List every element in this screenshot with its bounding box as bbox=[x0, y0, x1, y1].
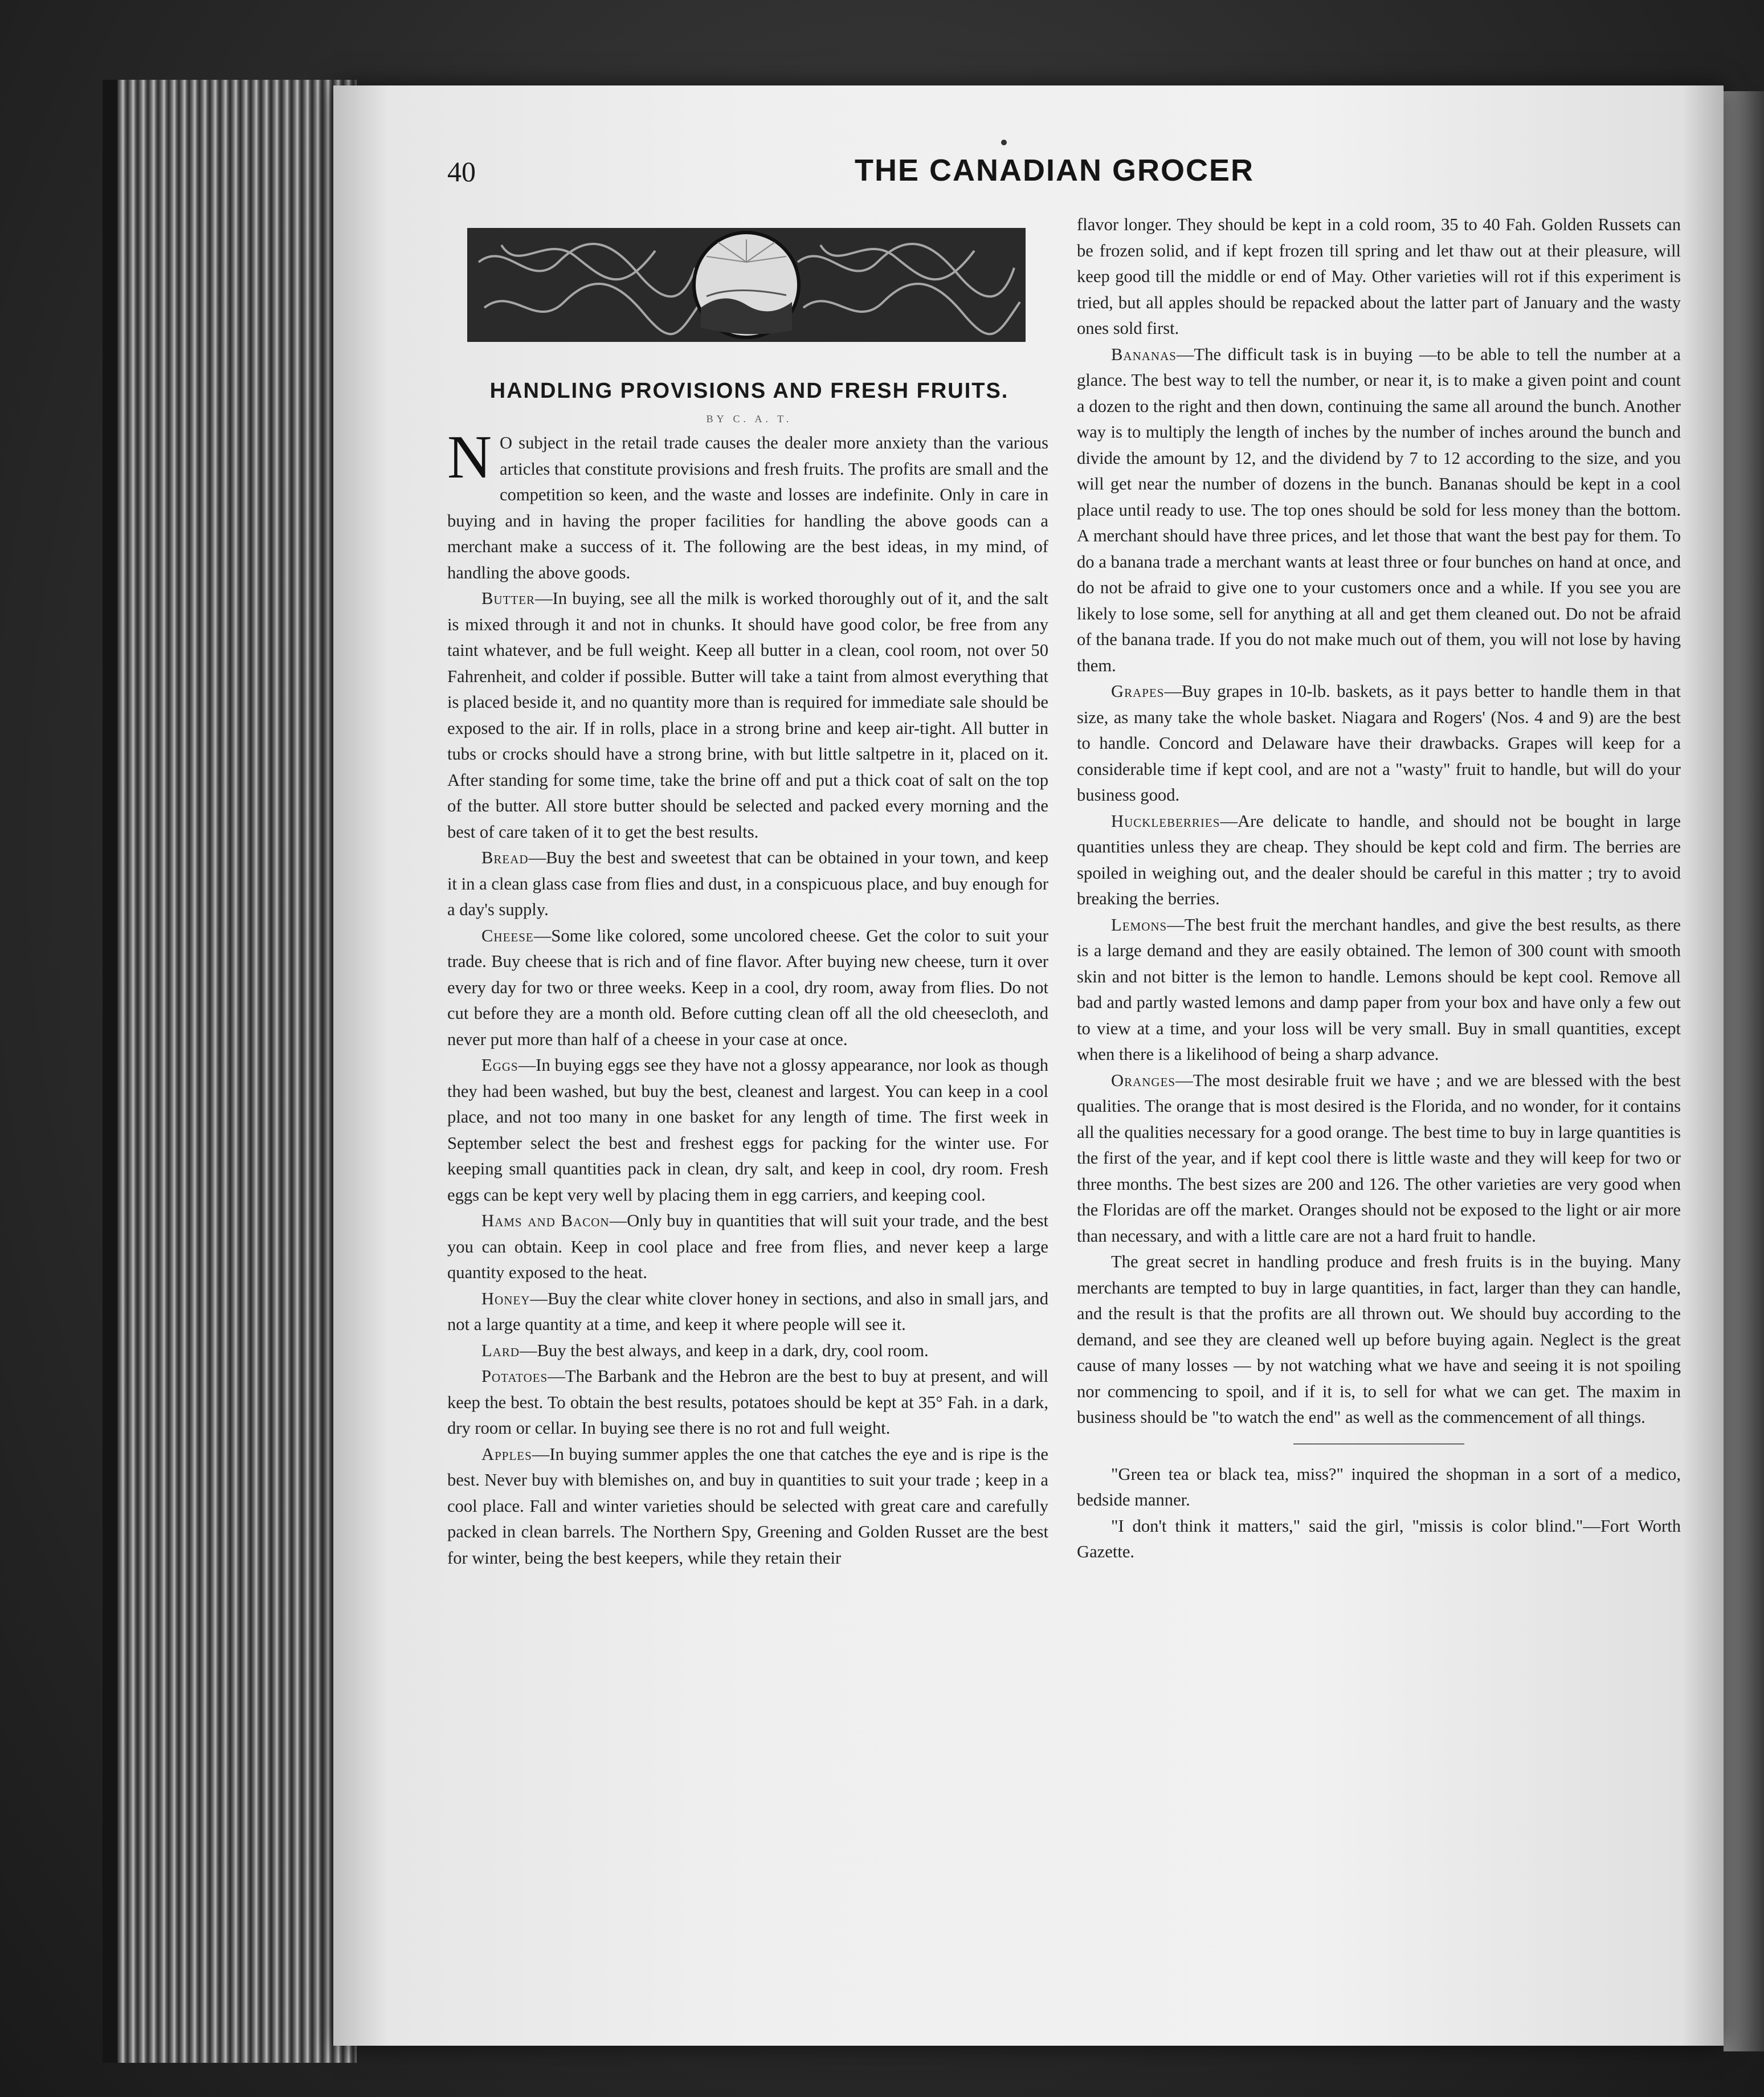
anecdote-paragraph-1: "Green tea or black tea, miss?" inquired the shopman in a sort of a medico, bedside manner. bbox=[1077, 1464, 1681, 1509]
left-section bbox=[447, 923, 1048, 1053]
section-text: —The difficult task is in buying —to be able to tell the number at a glance. The best way to tell the number, or near it, is to make a given point and count a dozen to the right and then down, continuing the same all around the bunch. Another way is to multiply the length of inches by the number of inches around the bunch and divide the amount by 12, and the dividend by 7 to 12 according to the size, and you will get near the number of dozens in the bunch. Bananas should be kept in a cool place until ready to use. The top ones should be sold for less money than the bottom. A merchant should have three prices, and let those that want the best pay for them. To do a banana trade a merchant wants at least three or four bunches on hand at once, and do not be afraid to give one to your customers once and a while. If you see you are likely to lose some, sell for anything at all and get them cleaned out. Do not be afraid of the banana trade. If you do not make much out of them, you will not lose by having them. bbox=[1077, 344, 1681, 675]
article-byline: BY C. A. T. bbox=[706, 413, 793, 425]
section-heading: Honey bbox=[481, 1288, 530, 1308]
article-title: HANDLING PROVISIONS AND FRESH FRUITS. bbox=[489, 379, 1009, 403]
section-text: —Buy the best and sweetest that can be obtained in your town, and keep it in a clean glass case from flies and dust, in a conspicuous place, and buy enough for a day's supply. bbox=[447, 848, 1048, 919]
section-heading: Huckleberries bbox=[1111, 811, 1220, 831]
section-heading: Butter bbox=[481, 589, 536, 608]
intro-paragraph bbox=[447, 423, 1048, 586]
section-divider bbox=[1293, 1443, 1464, 1445]
section-text: —Are delicate to handle, and should not be bought in large quantities unless they are cheap. They should be kept cold and firm. The berries are spoiled in weighing out, and the dealer should be careful in this matter ; try to avoid breaking the berries. bbox=[1077, 811, 1681, 908]
left-section bbox=[447, 1364, 1048, 1442]
section-text: —Only buy in quantities that will suit your trade, and the best you can obtain. Keep in cool place and free from flies, and never keep a large quantity exposed to the heat. bbox=[447, 1211, 1048, 1282]
section-text: —Buy grapes in 10-lb. baskets, as it pays better to handle them in that size, as many take the whole basket. Niagara and Rogers' (Nos. 4 and 9) are the best to handle. Concord and Delaware have their drawbacks. Grapes will keep for a considerable time if kept cool, and are not a "wasty" fruit to handle, but will do your business good. bbox=[1077, 682, 1681, 805]
section-heading: Grapes bbox=[1111, 682, 1165, 701]
left-column bbox=[447, 423, 1048, 1571]
section-heading: Oranges bbox=[1111, 1070, 1176, 1090]
section-heading: Apples bbox=[481, 1444, 532, 1464]
section-heading: Potatoes bbox=[481, 1366, 548, 1386]
right-section bbox=[1077, 342, 1681, 679]
right-section bbox=[1077, 679, 1681, 809]
right-sections bbox=[1077, 342, 1681, 1250]
left-section bbox=[447, 1338, 1048, 1364]
section-text: —Some like colored, some uncolored cheese. Get the color to suit your trade. Buy cheese that is rich and of fine flavor. After buying new cheese, turn it over every day for two or three weeks. Keep in a cool, dry room, away from flies. Do not cut before they are a month old. Before cutting clean off all the old cheesecloth, and never put more than half of a cheese in your case at once. bbox=[447, 925, 1048, 1049]
section-heading: Eggs bbox=[481, 1055, 518, 1075]
masthead: THE CANADIAN GROCER bbox=[855, 153, 1255, 187]
section-heading: Bread bbox=[481, 848, 529, 867]
section-heading: Cheese bbox=[481, 925, 534, 945]
drop-cap: N bbox=[447, 423, 492, 491]
section-text: —The most desirable fruit we have ; and we are blessed with the best qualities. The orange that is most desired is the Florida, and no wonder, for it contains all the qualities necessary for a good orange. The best time to buy in large quantities is the first of the year, and if kept cool there is little waste and they will keep for two or three months. The best sizes are 200 and 126. The other varieties are very good when the Floridas are off the market. Oranges should not be exposed to the light or air more than necessary, and with a little care are not a hard fruit to handle. bbox=[1077, 1070, 1681, 1246]
section-heading: Lard bbox=[481, 1340, 520, 1360]
anecdote-paragraph-2: "I don't think it matters," said the girl, "missis is color blind."—Fort Worth Gazette. bbox=[1077, 1516, 1681, 1561]
section-text: —In buying, see all the milk is worked thoroughly out of it, and the salt is mixed through it and not in chunks. It should have good color, be free from any taint whatever, and be full weight. Keep all butter in a clean, cool room, not over 50 Fahrenheit, and colder if possible. Butter will take a taint from almost everything that is placed beside it, and no quantity more than is required for immediate sale should be exposed to the air. If in rolls, place in a strong brine and keep air-tight. All butter in tubs or crocks should have a strong brine, with but little saltpetre in it, placed on it. After standing for some time, take the brine off and put a thick coat of salt on the top of the butter. All store butter should be selected and packed every morning and the best of care taken of it to get the best results. bbox=[447, 589, 1048, 842]
left-section bbox=[447, 1286, 1048, 1338]
right-section bbox=[1077, 1068, 1681, 1250]
section-heading: Bananas bbox=[1111, 344, 1177, 364]
print-speck bbox=[1001, 140, 1007, 145]
book-right-edge bbox=[1724, 91, 1764, 2051]
right-section bbox=[1077, 912, 1681, 1068]
section-heading: Lemons bbox=[1111, 915, 1167, 935]
section-text: —Buy the clear white clover honey in sections, and also in small jars, and not a large quantity at a time, and keep it where people will see it. bbox=[447, 1288, 1048, 1334]
section-text: —The best fruit the merchant handles, and give the best results, as there is a large demand and they are easily obtained. The lemon of 300 count with smooth skin and not bitter is the lemon to handle. Lemons should be kept cool. Remove all bad and partly wasted lemons and damp paper from your box and have only a few out to view at a time, and your loss will be very small. Buy in small quantities, except when there is a likelihood of being a sharp advance. bbox=[1077, 915, 1681, 1064]
right-column bbox=[1077, 212, 1681, 1565]
section-text: —The Barbank and the Hebron are the best to buy at present, and will keep the best. To obtain the best results, potatoes should be kept at 35° Fah. in a dark, dry room or cellar. In buying see there is no rot and full weight. bbox=[447, 1366, 1048, 1438]
book-page-edges bbox=[103, 80, 357, 2063]
section-heading: Hams and Bacon bbox=[481, 1211, 610, 1230]
page-number: 40 bbox=[447, 156, 476, 187]
left-section bbox=[447, 1052, 1048, 1208]
intro-text: O subject in the retail trade causes the dealer more anxiety than the various articles that constitute provisions and fresh fruits. The profits are small and the competition so keen, and the waste and losses are indefinite. Only in care in buying and in having the proper facilities for handling the above goods can a merchant make a success of it. The following are the best ideas, in my mind, of handling the above goods. bbox=[447, 433, 1048, 582]
decorative-banner-illustration bbox=[467, 228, 1026, 342]
left-section bbox=[447, 1208, 1048, 1286]
section-text: —Buy the best always, and keep in a dark, dry, cool room. bbox=[520, 1340, 929, 1360]
section-text: —In buying summer apples the one that catches the eye and is ripe is the best. Never buy with blemishes on, and buy in quantities to suit your trade ; keep in a cool place. Fall and winter varieties should be selected with great care and carefully packed in clean barrels. The Northern Spy, Greening and Golden Russet are the best for winter, being the best keepers, while they retain their bbox=[447, 1444, 1048, 1568]
section-text: —In buying eggs see they have not a glossy appearance, nor look as though they had been washed, but buy the best, cleanest and largest. You can keep in a cool place, and not too many in one basket for any length of time. The first week in September select the best and freshest eggs for packing for the winter use. For keeping small quantities pack in clean, dry salt, and keep in cool, dry room. Fresh eggs can be kept very well by placing them in egg carriers, and keeping cool. bbox=[447, 1055, 1048, 1205]
closing-paragraph: The great secret in handling produce and fresh fruits is in the buying. Many merchants are tempted to buy in large quantities, in fact, larger than they can handle, and the result is that the profits are all thrown out. We should buy according to the demand, and see they are cleaned well up before buying again. Neglect is the great cause of many losses — by not watching what we have and seeing it is not spoiling nor commencing to spoil, and if it is, to sell for what we can get. The maxim in business should be "to watch the end" as well as the commencement of all things. bbox=[1077, 1252, 1681, 1427]
left-section bbox=[447, 1442, 1048, 1572]
apples-continuation: flavor longer. They should be kept in a cold room, 35 to 40 Fah. Golden Russets can be frozen solid, and if kept frozen till spring and let thaw out at their pleasure, will keep good till the middle or end of May. Other varieties will rot if this experiment is tried, but all apples should be repacked about the latter part of January and the wasty ones sold first. bbox=[1077, 215, 1681, 338]
left-sections bbox=[447, 586, 1048, 1571]
left-section bbox=[447, 845, 1048, 923]
right-section bbox=[1077, 809, 1681, 912]
left-section bbox=[447, 586, 1048, 845]
